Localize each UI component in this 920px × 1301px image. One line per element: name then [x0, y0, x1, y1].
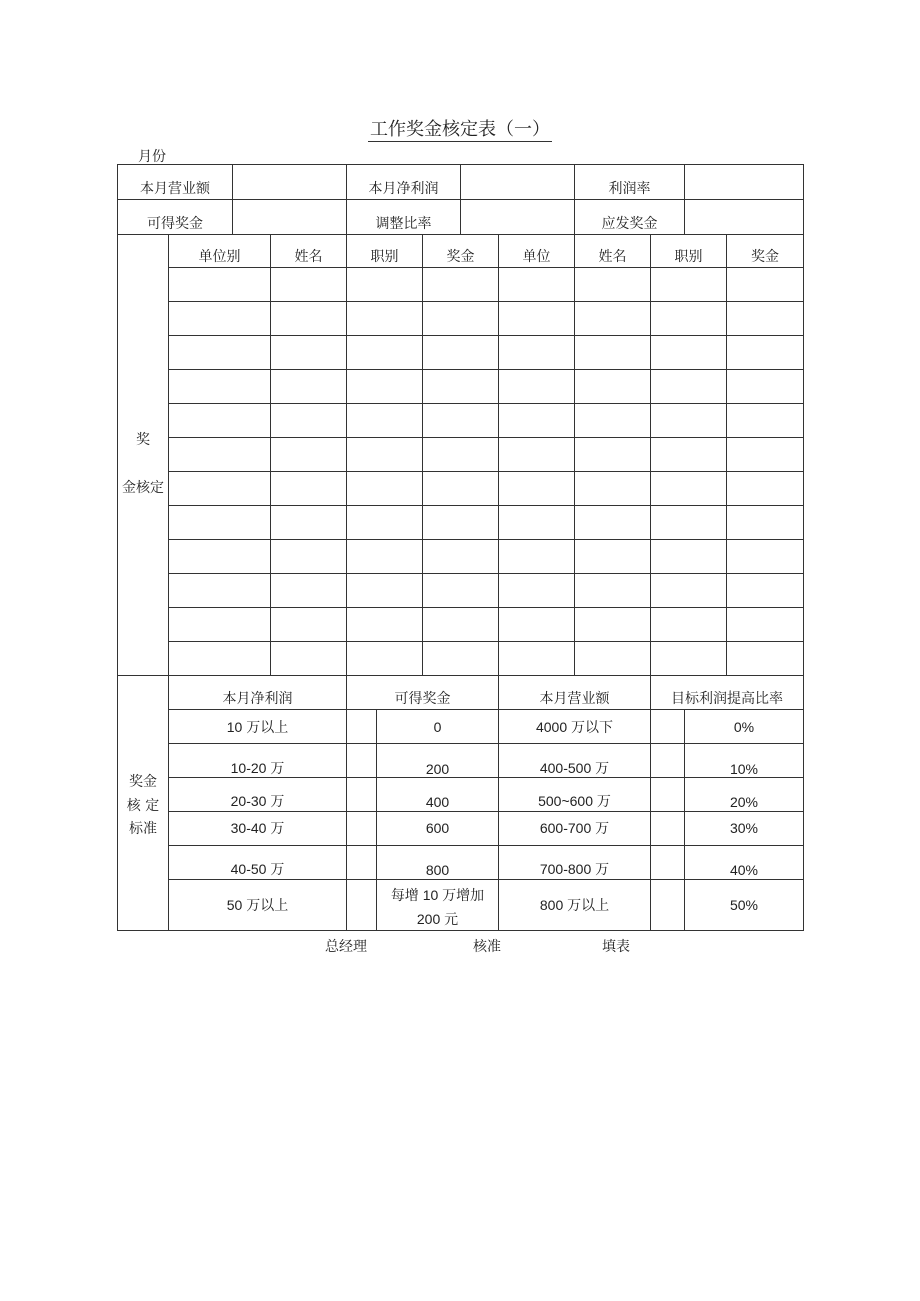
std-row-3-bonus: 400 — [425, 794, 450, 810]
footer-filled-by: 填表 — [602, 939, 630, 955]
std-row-2-profit: 10-20 万 — [230, 760, 285, 776]
std-row-4-profit: 30-40 万 — [230, 820, 285, 836]
header-name-2: 姓名 — [598, 249, 627, 265]
std-row-6-revenue: 800 万以上 — [539, 897, 610, 913]
header-unit-2: 单位 — [522, 249, 551, 265]
std-row-1-profit: 10 万以上 — [226, 719, 289, 735]
std-row-5-revenue: 700-800 万 — [539, 861, 610, 877]
standard-side-label-1: 奖金 — [129, 774, 157, 790]
page-title: 工作奖金核定表（一） — [370, 119, 550, 140]
std-row-3-revenue: 500~600 万 — [538, 793, 611, 809]
label-monthly-revenue: 本月营业额 — [140, 181, 210, 197]
bonus-side-label-1: 奖 — [136, 432, 150, 448]
std-header-net-profit: 本月净利润 — [222, 691, 293, 707]
std-row-3-rate: 20% — [729, 794, 759, 810]
std-row-1-rate: 0% — [733, 719, 755, 735]
std-row-5-profit: 40-50 万 — [230, 861, 285, 877]
std-row-1-revenue: 4000 万以下 — [535, 719, 614, 735]
header-name: 姓名 — [294, 249, 323, 265]
std-row-4-rate: 30% — [729, 820, 759, 836]
std-row-6-profit: 50 万以上 — [226, 897, 289, 913]
header-bonus-2: 奖金 — [751, 249, 779, 265]
label-available-bonus: 可得奖金 — [147, 216, 203, 232]
std-row-6-bonus-line1: 每增 10 万增加 — [390, 887, 485, 903]
footer-general-manager: 总经理 — [325, 939, 367, 955]
header-bonus: 奖金 — [446, 249, 475, 265]
std-row-2-bonus: 200 — [425, 761, 450, 777]
std-row-6-rate: 50% — [729, 897, 759, 913]
std-row-4-revenue: 600-700 万 — [539, 820, 610, 836]
bonus-side-label-2: 金核定 — [122, 480, 164, 496]
month-label: 月份 — [138, 149, 166, 165]
std-header-revenue: 本月营业额 — [539, 691, 610, 707]
std-row-5-rate: 40% — [729, 862, 759, 878]
standard-side-label-3: 标准 — [129, 821, 157, 837]
label-payable-bonus: 应发奖金 — [601, 216, 658, 232]
std-header-available-bonus: 可得奖金 — [394, 691, 451, 707]
std-row-2-revenue: 400-500 万 — [539, 760, 610, 776]
std-header-rate: 目标利润提高比率 — [671, 691, 783, 707]
std-row-2-rate: 10% — [729, 761, 759, 777]
std-row-5-bonus: 800 — [425, 862, 450, 878]
header-position-2: 职别 — [674, 249, 703, 265]
standard-side-label-2: 核 定 — [126, 798, 160, 814]
header-unit: 单位别 — [198, 249, 241, 265]
label-profit-rate: 利润率 — [608, 181, 651, 197]
label-adjust-ratio: 调整比率 — [375, 216, 432, 232]
label-monthly-net-profit: 本月净利润 — [368, 181, 439, 197]
footer-approve: 核准 — [473, 939, 501, 955]
header-position: 职别 — [370, 249, 399, 265]
std-row-1-bonus: 0 — [433, 719, 442, 735]
std-row-4-bonus: 600 — [425, 820, 450, 836]
std-row-6-bonus-line2: 200 元 — [416, 911, 459, 927]
std-row-3-profit: 20-30 万 — [230, 793, 285, 809]
